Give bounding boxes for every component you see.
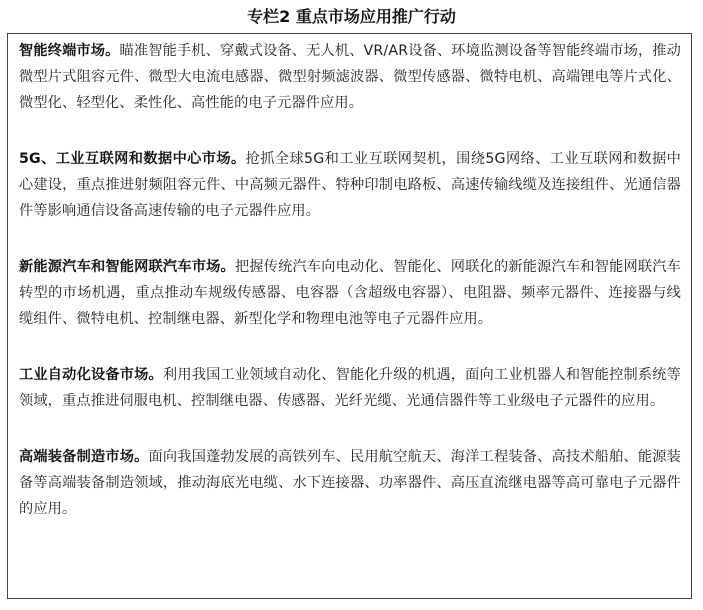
section-5g-industrial-internet bbox=[19, 146, 681, 224]
section-text: 抢抓全球5G和工业互联网契机，围绕5G网络、工业互联网和数据中心建设，重点推进射频阻容元件、中高频元器件、特种印制电路板、高速传输线缆及连接组件、光通信器件等影响通信设备高速传输的电子元器件应用。 bbox=[19, 151, 681, 219]
section-industrial-automation bbox=[19, 362, 681, 414]
section-lead: 智能终端市场。 bbox=[19, 43, 120, 59]
section-lead: 新能源汽车和智能网联汽车市场。 bbox=[19, 259, 235, 275]
page-title: 专栏2 重点市场应用推广行动 bbox=[247, 7, 456, 26]
section-smart-terminal bbox=[19, 38, 681, 116]
column-box bbox=[7, 33, 692, 599]
section-text: 把握传统汽车向电动化、智能化、网联化的新能源汽车和智能网联汽车转型的市场机遇，重点推动车规级传感器、电容器（含超级电容器）、电阻器、频率元器件、连接器与线缆组件、微特电机、控制继电器、新型化学和物理电池等电子元器件应用。 bbox=[19, 259, 681, 327]
section-text: 利用我国工业领域自动化、智能化升级的机遇，面向工业机器人和智能控制系统等领域，重点推进伺服电机、控制继电器、传感器、光纤光缆、光通信器件等工业级电子元器件的应用。 bbox=[19, 367, 681, 409]
section-high-end-equipment bbox=[19, 444, 681, 522]
section-text: 瞄准智能手机、穿戴式设备、无人机、VR/AR设备、环境监测设备等智能终端市场，推动微型片式阻容元件、微型大电流电感器、微型射频滤波器、微型传感器、微特电机、高端锂电等片式化、微型化、轻型化、柔性化、高性能的电子元器件应用。 bbox=[19, 43, 681, 111]
section-text: 面向我国蓬勃发展的高铁列车、民用航空航天、海洋工程装备、高技术船舶、能源装备等高端装备制造领域，推动海底光电缆、水下连接器、功率器件、高压直流继电器等高可靠电子元器件的应用。 bbox=[19, 449, 681, 517]
section-lead: 5G、工业互联网和数据中心市场。 bbox=[19, 151, 246, 167]
section-new-energy-vehicle bbox=[19, 254, 681, 332]
section-lead: 高端装备制造市场。 bbox=[19, 449, 149, 465]
section-lead: 工业自动化设备市场。 bbox=[19, 367, 163, 383]
